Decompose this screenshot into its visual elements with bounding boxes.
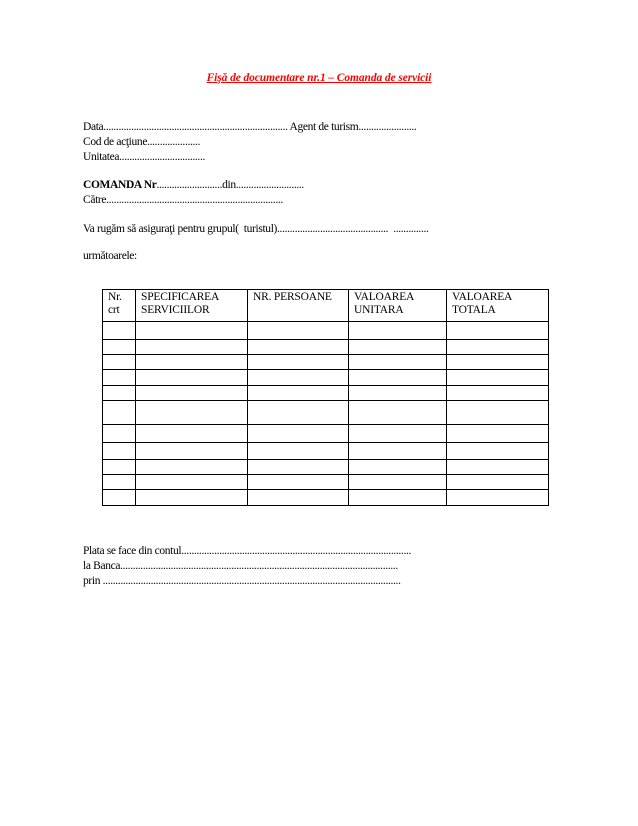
table-row <box>103 322 549 340</box>
unit-line: Unitatea.................................. <box>83 151 206 163</box>
table-row <box>103 355 549 370</box>
order-number-date: ..........................din........................... <box>156 179 304 191</box>
table-row <box>103 340 549 355</box>
table-row <box>103 475 549 490</box>
header-nr-crt: Nr. crt <box>103 290 136 322</box>
date-agent-line: Data......................................................................... Agent de turism....................... <box>83 121 417 133</box>
payment-account-line: Plata se face din contul........................................................................................... <box>83 545 412 557</box>
following-label: următoarele: <box>83 250 137 262</box>
order-label: COMANDA Nr <box>83 179 157 191</box>
services-table <box>102 289 549 506</box>
table-header-row <box>103 290 549 322</box>
table-row <box>103 460 549 475</box>
table-row <box>103 490 549 506</box>
header-specification: SPECIFICAREA SERVICIILOR <box>136 290 248 322</box>
document-title: Fişă de documentare nr.1 – Comanda de servicii <box>206 72 432 84</box>
table-row <box>103 401 549 425</box>
header-total-value: VALOAREA TOTALA <box>447 290 549 322</box>
table-row <box>103 443 549 460</box>
table-row <box>103 425 549 443</box>
table-row <box>103 370 549 386</box>
order-line <box>83 178 304 192</box>
header-unit-value: VALOAREA UNITARA <box>349 290 447 322</box>
request-line: Va rugăm să asiguraţi pentru grupul( turistul)............................................ .............. <box>83 223 429 235</box>
table-row <box>103 386 549 401</box>
payment-bank-line: la Banca.............................................................................................................. <box>83 560 398 572</box>
to-line: Către...................................................................... <box>83 194 283 206</box>
payment-via-line: prin ...................................................................................................................... <box>83 575 401 587</box>
action-code-line: Cod de acţiune..................... <box>83 136 201 148</box>
header-persons: NR. PERSOANE <box>248 290 349 322</box>
